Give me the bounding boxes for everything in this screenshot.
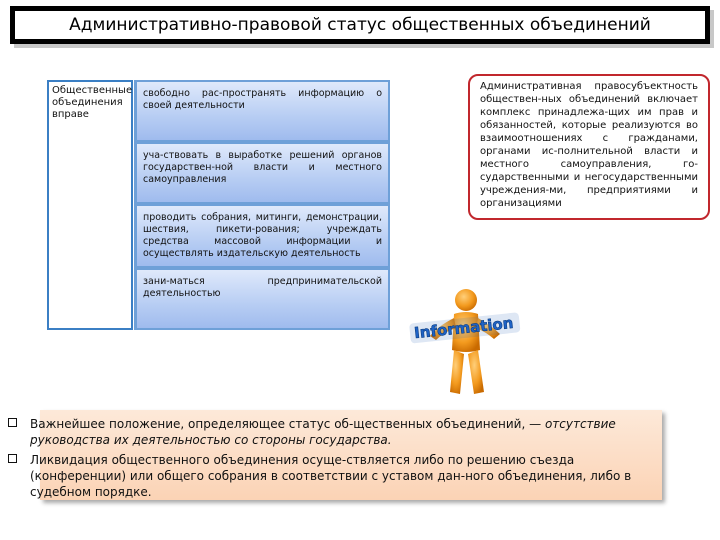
checkbox-bullet-icon [8,418,17,427]
right-item-text: свободно рас-пространять информацию о своей деятельности [143,88,382,111]
information-figure-illustration [404,288,524,408]
rights-list [134,80,390,330]
right-item-1 [134,80,390,142]
key-point-1-emphasis: отсутствие руководства их деятельностью со стороны государства. [30,417,616,447]
legal-capacity-text: Административная правосубъектность обществен-ных объединений включает комплекс принадлежа-щих им прав и обязанностей, которые реализуются во взаимоотношениях с гражданами, органами ис-полнительной власти и местного самоуправления, го-сударственными и негосударственными учреждения-ми, предприятиями и организациями [480,81,698,209]
right-item-text: проводить собрания, митинги, демонстрации, шествия, пикети-рования; учреждать средства массовой информации и осуществлять издательскую деятельность [143,212,382,259]
key-points-box [30,410,662,500]
key-point-1-text: Важнейшее положение, определяющее статус об-щественных объединений, — [30,417,542,431]
information-label: Information [413,313,515,343]
left-label-cell [47,80,133,330]
legal-capacity-box [468,74,710,220]
orange-person-icon [404,288,524,408]
right-item-4 [134,268,390,330]
key-point-2-text: Ликвидация общественного объединения осуще-ствляется либо по решению съезда (конференции) или общего собрания в соответствии с уставом дан-ного объединения, либо в судебном порядке. [30,453,632,499]
title-bar [10,6,710,44]
right-item-text: уча-ствовать в выработке решений органов государствен-ной власти и местного самоуправления [143,150,382,185]
right-item-3 [134,204,390,268]
checkbox-bullet-icon [8,454,17,463]
right-item-2 [134,142,390,204]
page-title: Административно-правовой статус общественных объединений [69,15,651,35]
right-item-text: зани-маться предпринимательской деятельностью [143,276,382,299]
left-label: Общественные объединения вправе [52,85,133,120]
